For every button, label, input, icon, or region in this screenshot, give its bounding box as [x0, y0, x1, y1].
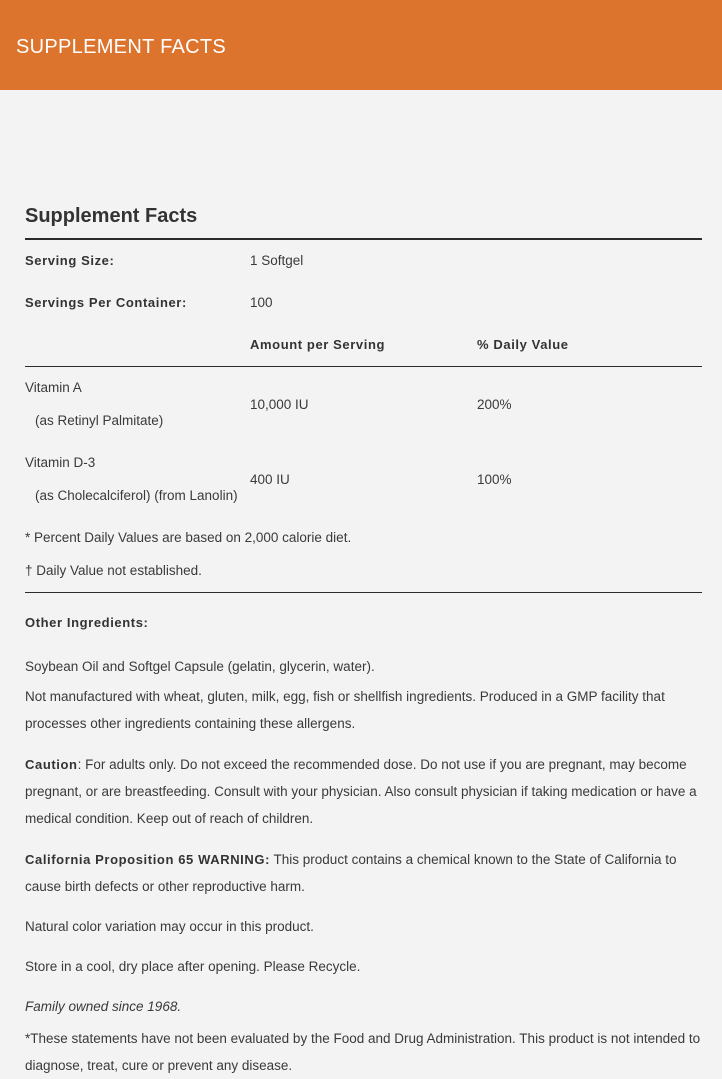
- storage-instructions: Store in a cool, dry place after opening. Please Recycle.: [25, 959, 361, 974]
- caution-label: Caution: [25, 757, 78, 772]
- caution-paragraph: [25, 751, 705, 832]
- ingredients-text: Soybean Oil and Softgel Capsule (gelatin, glycerin, water).: [25, 659, 375, 674]
- prop65-paragraph: [25, 846, 705, 900]
- footnote-not-established: † Daily Value not established.: [25, 563, 202, 578]
- color-variation-note: Natural color variation may occur in this product.: [25, 919, 314, 934]
- nutrient-daily-value: 100%: [477, 472, 512, 487]
- nutrient-source: (as Retinyl Palmitate): [35, 413, 164, 428]
- family-owned-note: Family owned since 1968.: [25, 999, 182, 1014]
- divider-table-header: [25, 366, 702, 367]
- nutrient-amount: 10,000 IU: [250, 397, 309, 412]
- serving-size-label: Serving Size:: [25, 253, 115, 268]
- fda-disclaimer: *These statements have not been evaluated by the Food and Drug Administration. This product is not intended to diagnose, treat, cure or prevent any disease.: [25, 1031, 701, 1073]
- other-ingredients-heading: Other Ingredients:: [25, 615, 149, 630]
- servings-per-container-label: Servings Per Container:: [25, 295, 187, 310]
- serving-size-value: 1 Softgel: [250, 253, 304, 268]
- prop65-label: California Proposition 65 WARNING:: [25, 852, 271, 867]
- allergen-statement: Not manufactured with wheat, gluten, milk, egg, fish or shellfish ingredients. Produced in a GMP facility that processes other ingredients containing these allergens.: [25, 689, 665, 731]
- footnote-daily-values: * Percent Daily Values are based on 2,000 calorie diet.: [25, 530, 352, 545]
- column-header-daily-value: % Daily Value: [477, 337, 569, 352]
- nutrient-daily-value: 200%: [477, 397, 512, 412]
- nutrient-source: (as Cholecalciferol) (from Lanolin): [35, 488, 238, 503]
- column-header-amount: Amount per Serving: [250, 337, 386, 352]
- divider-bottom: [25, 592, 702, 593]
- header-title: SUPPLEMENT FACTS: [16, 35, 227, 58]
- nutrient-amount: 400 IU: [250, 472, 290, 487]
- caution-text: : For adults only. Do not exceed the recommended dose. Do not use if you are pregnant, may become pregnant, or are breastfeeding. Consult with your physician. Also consult physician if taking medication or have a medical condition. Keep out of reach of children.: [25, 757, 697, 826]
- servings-per-container-value: 100: [250, 295, 273, 310]
- header-banner: [0, 0, 722, 90]
- nutrient-name: Vitamin A: [25, 380, 82, 395]
- nutrient-name: Vitamin D-3: [25, 455, 96, 470]
- prop65-text: This product contains a chemical known to the State of California to cause birth defects or other reproductive harm.: [25, 852, 677, 894]
- divider-top: [25, 238, 702, 240]
- facts-title: Supplement Facts: [25, 205, 198, 227]
